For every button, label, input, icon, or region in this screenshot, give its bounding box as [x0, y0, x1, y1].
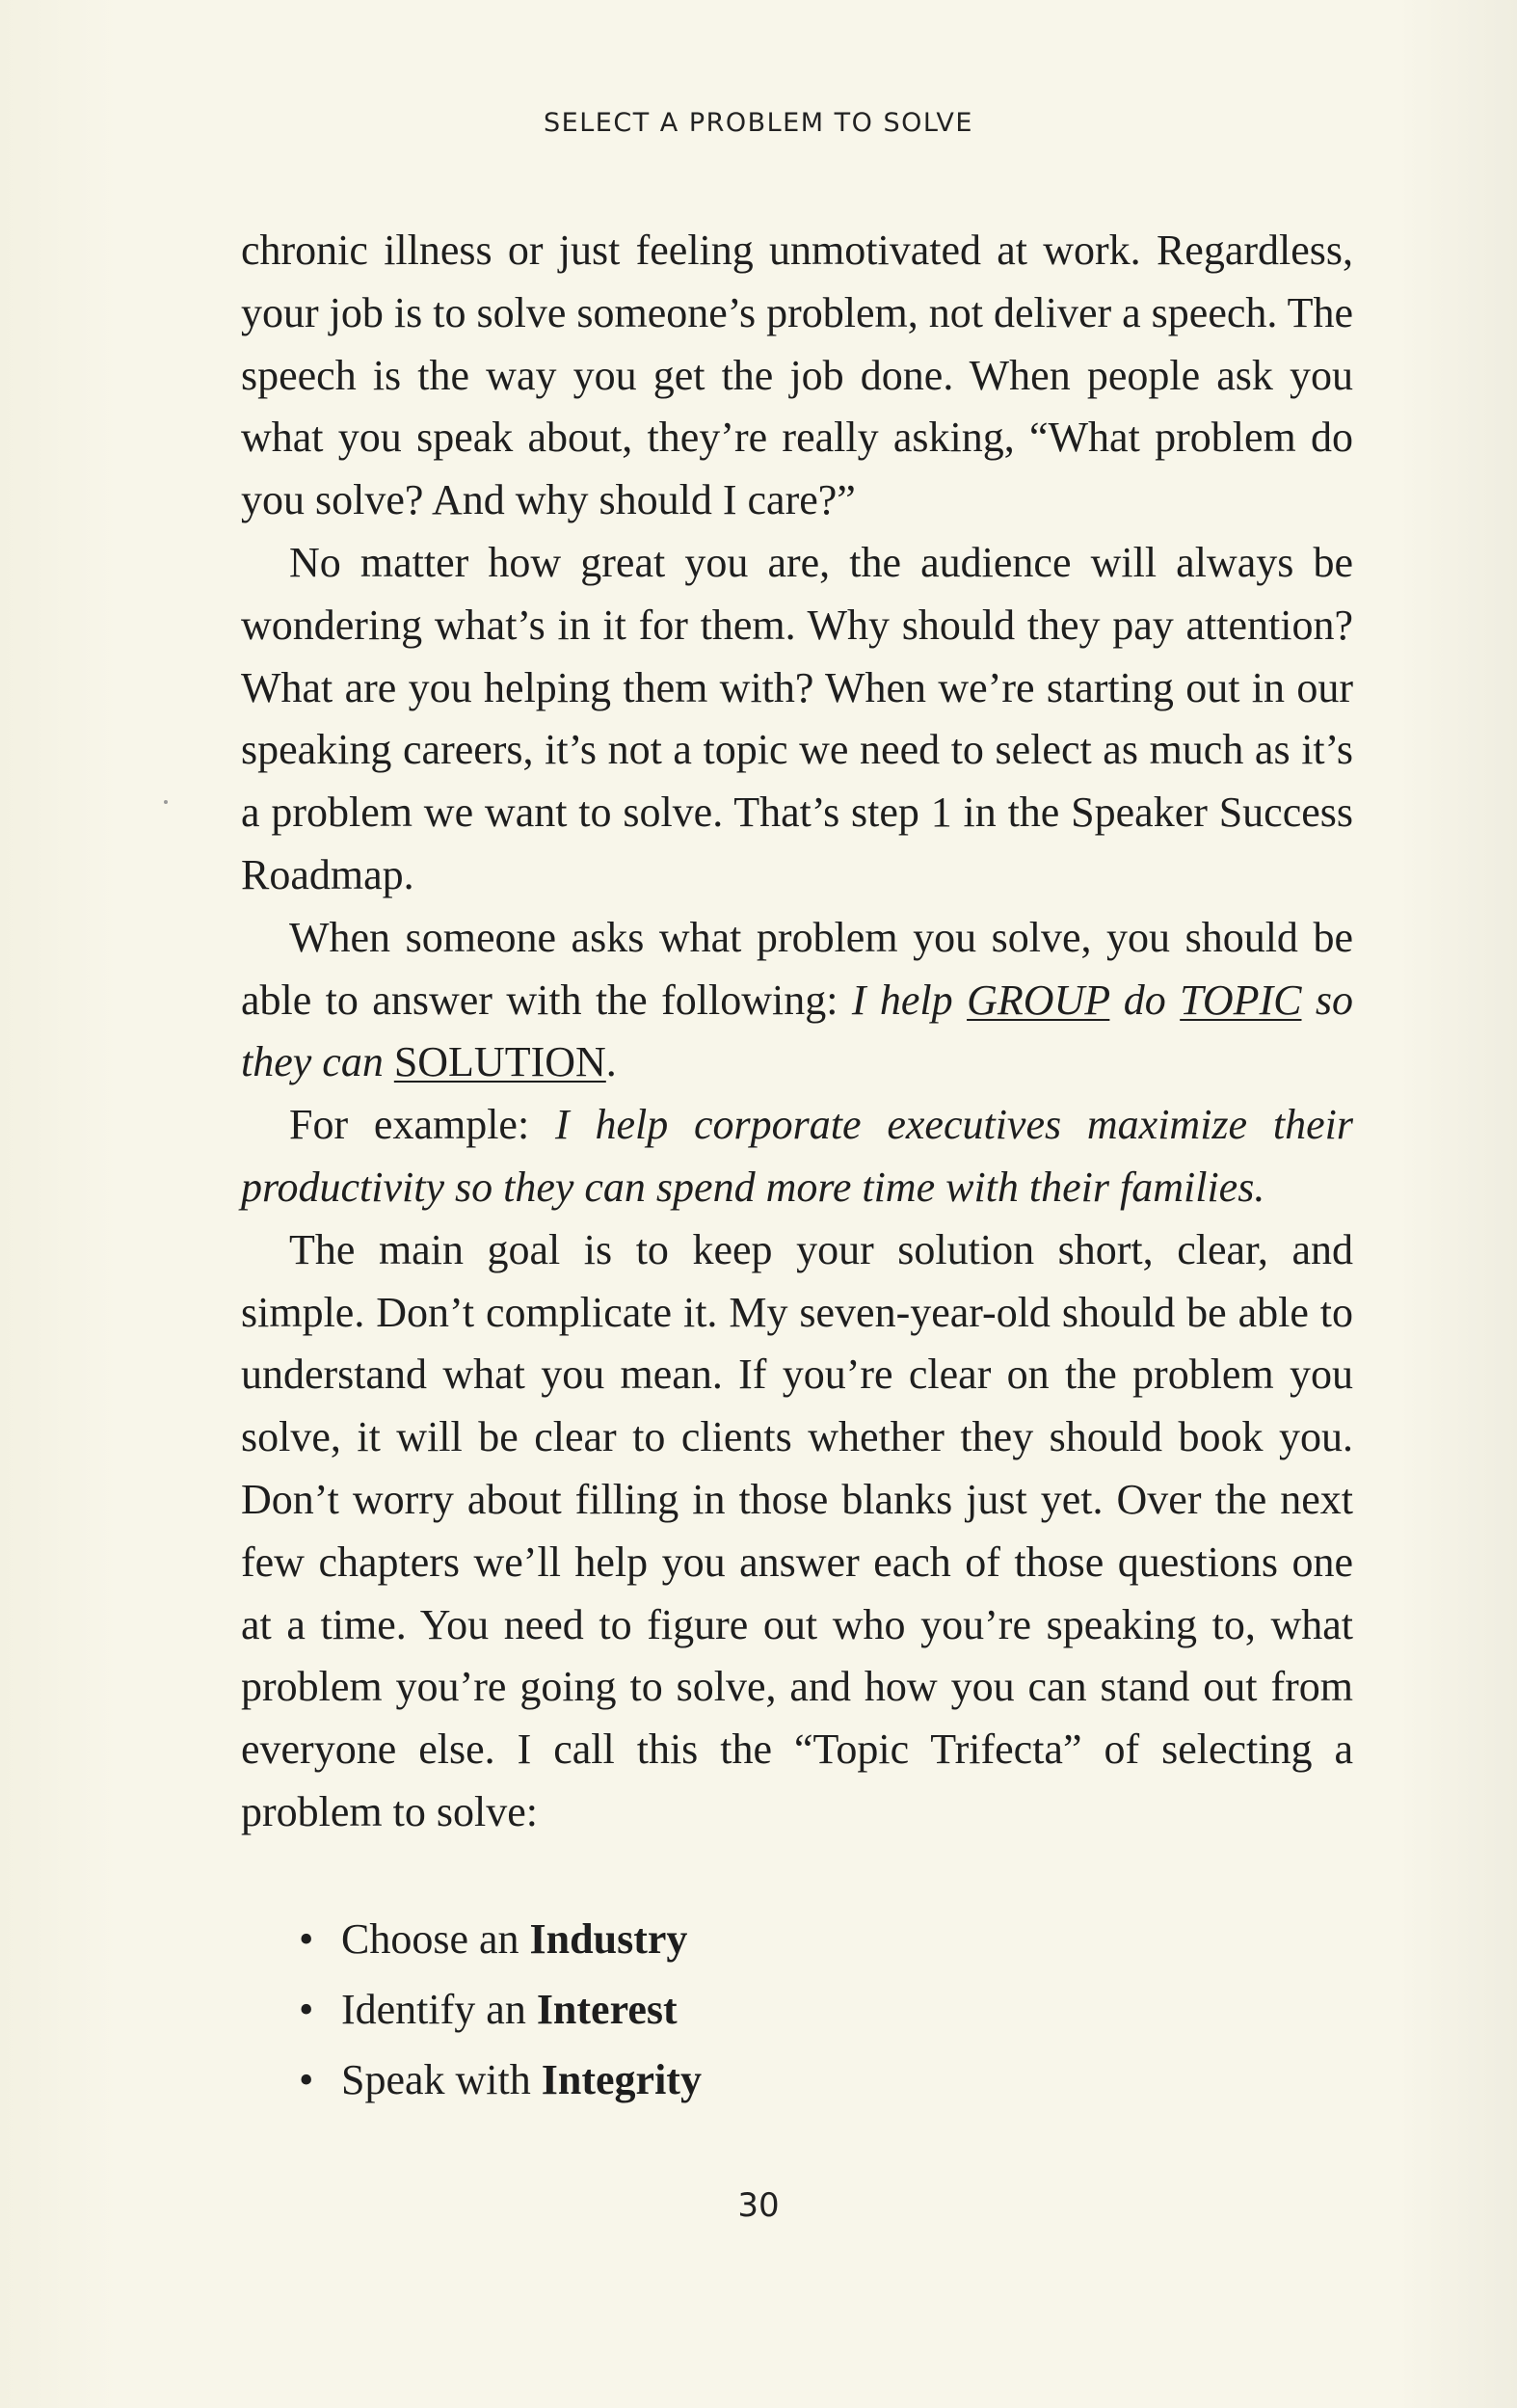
list-item-keyword: Industry — [529, 1915, 688, 1963]
example-statement: I help corporate executives maximize their productivity so they can spend more time with their families. — [241, 1101, 1353, 1211]
bullet-icon: • — [299, 1986, 314, 2033]
running-head: SELECT A PROBLEM TO SOLVE — [544, 108, 973, 138]
paragraph-4-lead: For example: — [289, 1101, 555, 1149]
paragraph-3 — [241, 907, 1353, 1094]
paragraph-3-lead: When someone asks what problem you solve, you should be able to answer with the following: — [241, 913, 1353, 1024]
topic-trifecta-list — [299, 1904, 702, 2115]
bullet-icon: • — [299, 1915, 314, 1963]
formula-end: . — [605, 1038, 617, 1086]
formula-do: do — [1109, 976, 1181, 1024]
paragraph-2: No matter how great you are, the audience will always be wondering what’s in it for them. Why should they pay attention? What are you helping them with? When we’re starting out in our speaking careers, it’s not a topic we need to select as much as it’s a problem we want to solve. That’s step 1 in the Speaker Success Roadmap. — [241, 538, 1353, 898]
formula-solution: SOLUTION — [393, 1038, 606, 1086]
page-number: 30 — [737, 2186, 780, 2225]
list-item-keyword: Integrity — [541, 2056, 702, 2103]
paragraph-5: The main goal is to keep your solution short, clear, and simple. Don’t complicate it. My seven-year-old should be able to understand what you mean. If you’re clear on the problem you solve, it will be clear to clients whether they should book you. Don’t worry about filling in those blanks just yet. Over the next few chapters we’ll help you answer each of those questions one at a time. You need to figure out who you’re speaking to, what problem you’re going to solve, and how you can stand out from everyone else. I call this the “Topic Trifecta” of selecting a problem to solve: — [241, 1225, 1353, 1835]
list-item — [299, 1904, 702, 1974]
paragraph-4 — [241, 1094, 1353, 1219]
paragraph-1: chronic illness or just feeling unmotivated at work. Regardless, your job is to solve someone’s problem, not deliver a speech. The speech is the way you get the job done. When people ask you what you speak about, they’re really asking, “What problem do you solve? And why should I care?” — [241, 227, 1353, 524]
list-item-keyword: Interest — [536, 1986, 678, 2033]
list-item-prefix: Choose an — [341, 1915, 530, 1963]
formula-topic: TOPIC — [1180, 976, 1302, 1024]
formula-group: GROUP — [967, 976, 1110, 1024]
list-item — [299, 1974, 702, 2045]
list-item — [299, 2045, 702, 2115]
formula-so-they-can: so they can — [241, 976, 1354, 1086]
list-item-prefix: Identify an — [341, 1986, 537, 2033]
bullet-icon: • — [299, 2056, 314, 2103]
list-item-prefix: Speak with — [341, 2056, 542, 2103]
formula-i-help: I help — [851, 976, 968, 1024]
paper-speck — [164, 800, 168, 804]
body-text — [241, 220, 1353, 1844]
